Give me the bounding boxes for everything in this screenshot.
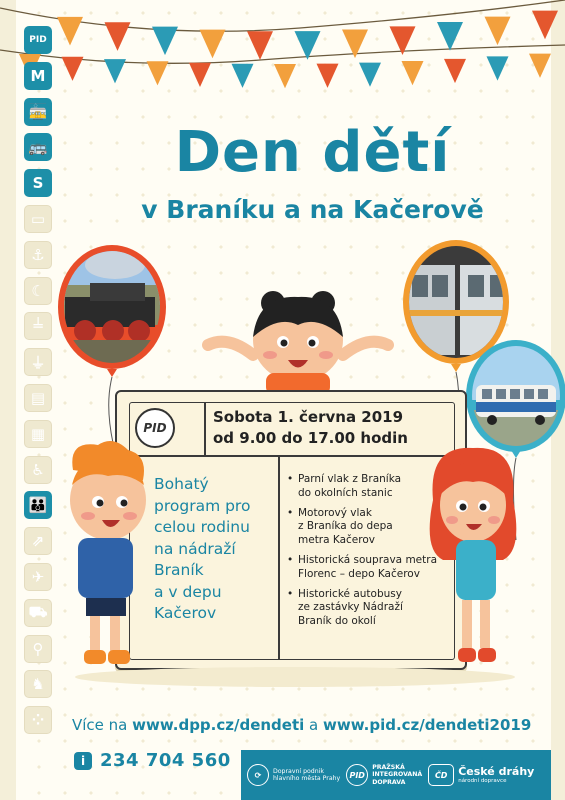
- stairs-icon: ╧: [24, 312, 52, 340]
- program-description-line: Braník: [154, 561, 204, 579]
- phone-number[interactable]: 234 704 560: [100, 750, 231, 771]
- bunting-flag: [247, 31, 273, 60]
- partner-logos-bar: [241, 750, 551, 800]
- cd-name: České dráhy: [458, 764, 535, 778]
- pid-logo-icon: PID: [24, 26, 52, 54]
- program-bullet-line: • Motorový vlak: [298, 506, 372, 519]
- pid-name-line1: PRAŽSKÁ: [372, 763, 405, 771]
- cd-logo-icon: ČD: [428, 764, 454, 786]
- bunting-flag: [532, 11, 558, 40]
- bunting-flag: [105, 22, 131, 51]
- bunting-flag: [57, 17, 83, 46]
- pid-logo-icon: PID: [346, 764, 368, 786]
- dpp-name-line1: Dopravní podnik: [273, 767, 324, 775]
- tram-icon: 🚋: [24, 98, 52, 126]
- girl-top-character: [198, 285, 398, 395]
- bunting-flag: [444, 59, 466, 83]
- night-icon: ☾: [24, 277, 52, 305]
- cd-logo: [428, 764, 534, 786]
- divider: [130, 455, 453, 457]
- bunting-flag: [317, 64, 339, 88]
- bicycle-icon: ⚲: [24, 635, 52, 663]
- dpp-logo: [247, 764, 340, 786]
- pid-name-line2: INTEGROVANÁ: [372, 771, 423, 779]
- dog-icon: ♞: [24, 670, 52, 698]
- program-bullet-line: metra Kačerov: [298, 534, 375, 547]
- bunting-flag: [529, 54, 551, 78]
- event-date: Sobota 1. června 2019: [213, 408, 404, 426]
- plug-icon: ⏚: [24, 348, 52, 376]
- family-icon: 👪: [24, 491, 52, 519]
- program-description: [154, 474, 274, 625]
- pid-website-link[interactable]: www.pid.cz/dendeti2019: [323, 716, 532, 734]
- program-bullet-line: • Parní vlak z Braníka: [298, 473, 402, 485]
- train-s-icon: S: [24, 169, 52, 197]
- boy-left-character: [58, 440, 153, 675]
- program-bullet-line: Florenc – depo Kačerov: [298, 567, 420, 580]
- airplane-icon: ✈: [24, 563, 52, 591]
- bunting-flag: [147, 61, 169, 85]
- funicular-icon: ▭: [24, 205, 52, 233]
- bunting-flags: [0, 0, 565, 110]
- bunting-flag: [189, 63, 211, 87]
- pid-name-line3: DOPRAVA: [372, 778, 406, 786]
- pid-partner-logo: [346, 764, 422, 787]
- program-bullet-line: z Braníka do depa: [298, 520, 393, 533]
- left-edge-strip: [0, 0, 16, 800]
- divider: [278, 455, 280, 660]
- stroller-icon: ⛟: [24, 599, 52, 627]
- info-icon: i: [74, 752, 92, 770]
- program-bullet-line: ze zastávky Nádraží: [298, 601, 403, 614]
- bunting-flag: [274, 64, 296, 88]
- bunting-flag: [200, 30, 226, 59]
- program-description-line: celou rodinu: [154, 518, 250, 536]
- transport-icon-sidebar: [24, 26, 54, 742]
- web-prefix: Více na: [72, 716, 133, 734]
- bunting-flag: [359, 63, 381, 87]
- program-description-line: a v depu: [154, 582, 222, 601]
- cd-tagline: národní dopravce: [458, 777, 507, 784]
- page-title: Den dětí: [174, 120, 451, 185]
- ticket-icon: ▤: [24, 384, 52, 412]
- program-bullet-line: Braník do okolí: [298, 615, 376, 628]
- event-hours: od 9.00 do 17.00 hodin: [213, 429, 408, 447]
- bunting-flag: [62, 57, 84, 81]
- bunting-flag: [104, 59, 126, 83]
- ground-shadow: [60, 662, 530, 692]
- bunting-flag: [232, 64, 254, 88]
- web-mid: a: [304, 716, 324, 734]
- bunting-flag: [487, 56, 509, 80]
- metro-icon: M: [24, 62, 52, 90]
- program-bullet-line: do okolních stanic: [298, 486, 393, 499]
- bunting-flag: [402, 61, 424, 85]
- divider: [204, 403, 206, 455]
- page-subtitle: v Braníku a na Kačerově: [141, 195, 484, 224]
- wheelchair-icon: ♿: [24, 456, 52, 484]
- ferry-icon: ⚓: [24, 241, 52, 269]
- dpp-logo-icon: ⟳: [247, 764, 269, 786]
- dpp-website-link[interactable]: www.dpp.cz/dendeti: [132, 716, 305, 734]
- bunting-flag: [437, 22, 463, 51]
- phone-device-icon: ▦: [24, 420, 52, 448]
- footprints-icon: ⁘: [24, 706, 52, 734]
- dpp-name-line2: hlavního města Prahy: [273, 775, 341, 782]
- program-bullet-line: • Historická souprava metra: [298, 553, 438, 566]
- escalator-icon: ⇗: [24, 527, 52, 555]
- girl-right-character: [428, 440, 518, 675]
- program-description-line: na nádraží: [154, 539, 236, 558]
- pid-logo: PID: [135, 408, 175, 448]
- phone-contact: [74, 750, 231, 771]
- program-description-line: program pro: [154, 496, 251, 515]
- website-links: [72, 716, 531, 734]
- program-description-line: Bohatý: [154, 475, 209, 493]
- bus-icon: 🚌: [24, 133, 52, 161]
- bunting-flag: [152, 27, 178, 56]
- program-bullet-line: • Historické autobusy: [298, 587, 402, 600]
- program-description-line: Kačerov: [154, 604, 217, 622]
- bunting-flag: [485, 17, 511, 46]
